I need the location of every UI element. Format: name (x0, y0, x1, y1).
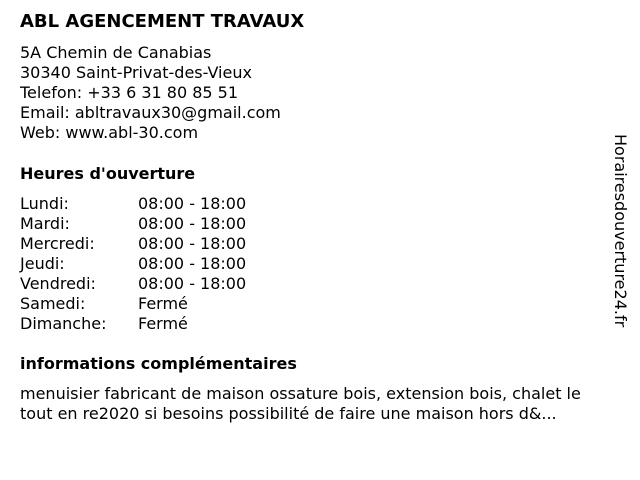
hours-day: Mardi: (20, 214, 70, 233)
hours-time: 08:00 - 18:00 (138, 274, 247, 293)
email-line: Email: abltravaux30@gmail.com (20, 103, 281, 122)
description-line-1: menuisier fabricant de maison ossature bois, extension bois, chalet le (20, 384, 581, 403)
web-line: Web: www.abl-30.com (20, 123, 199, 142)
hours-day: Jeudi: (20, 254, 65, 273)
business-name: ABL AGENCEMENT TRAVAUX (20, 11, 305, 32)
hours-time: 08:00 - 18:00 (138, 254, 247, 273)
hours-time: Fermé (138, 314, 188, 333)
hours-heading: Heures d'ouverture (20, 164, 196, 183)
description-line-2: tout en re2020 si besoins possibilité de faire une maison hors d&... (20, 404, 557, 423)
info-heading: informations complémentaires (20, 354, 297, 373)
hours-row-dimanche (20, 314, 340, 334)
phone-line: Telefon: +33 6 31 80 85 51 (20, 83, 239, 102)
hours-day: Vendredi: (20, 274, 96, 293)
address-line-2: 30340 Saint-Privat-des-Vieux (20, 63, 252, 82)
hours-time: 08:00 - 18:00 (138, 194, 247, 213)
hours-day: Samedi: (20, 294, 86, 313)
contact-block (20, 43, 281, 143)
hours-day: Mercredi: (20, 234, 95, 253)
hours-row-samedi (20, 294, 340, 314)
hours-time: 08:00 - 18:00 (138, 214, 247, 233)
hours-row-mercredi (20, 234, 340, 254)
hours-row-vendredi (20, 274, 340, 294)
site-watermark: Horairesdouverture24.fr (611, 134, 630, 328)
address-line-1: 5A Chemin de Canabias (20, 43, 212, 62)
hours-day: Lundi: (20, 194, 69, 213)
hours-row-jeudi (20, 254, 340, 274)
hours-row-lundi (20, 194, 340, 214)
hours-day: Dimanche: (20, 314, 107, 333)
hours-time: Fermé (138, 294, 188, 313)
info-description (20, 384, 630, 424)
hours-row-mardi (20, 214, 340, 234)
hours-table (20, 194, 340, 334)
hours-time: 08:00 - 18:00 (138, 234, 247, 253)
